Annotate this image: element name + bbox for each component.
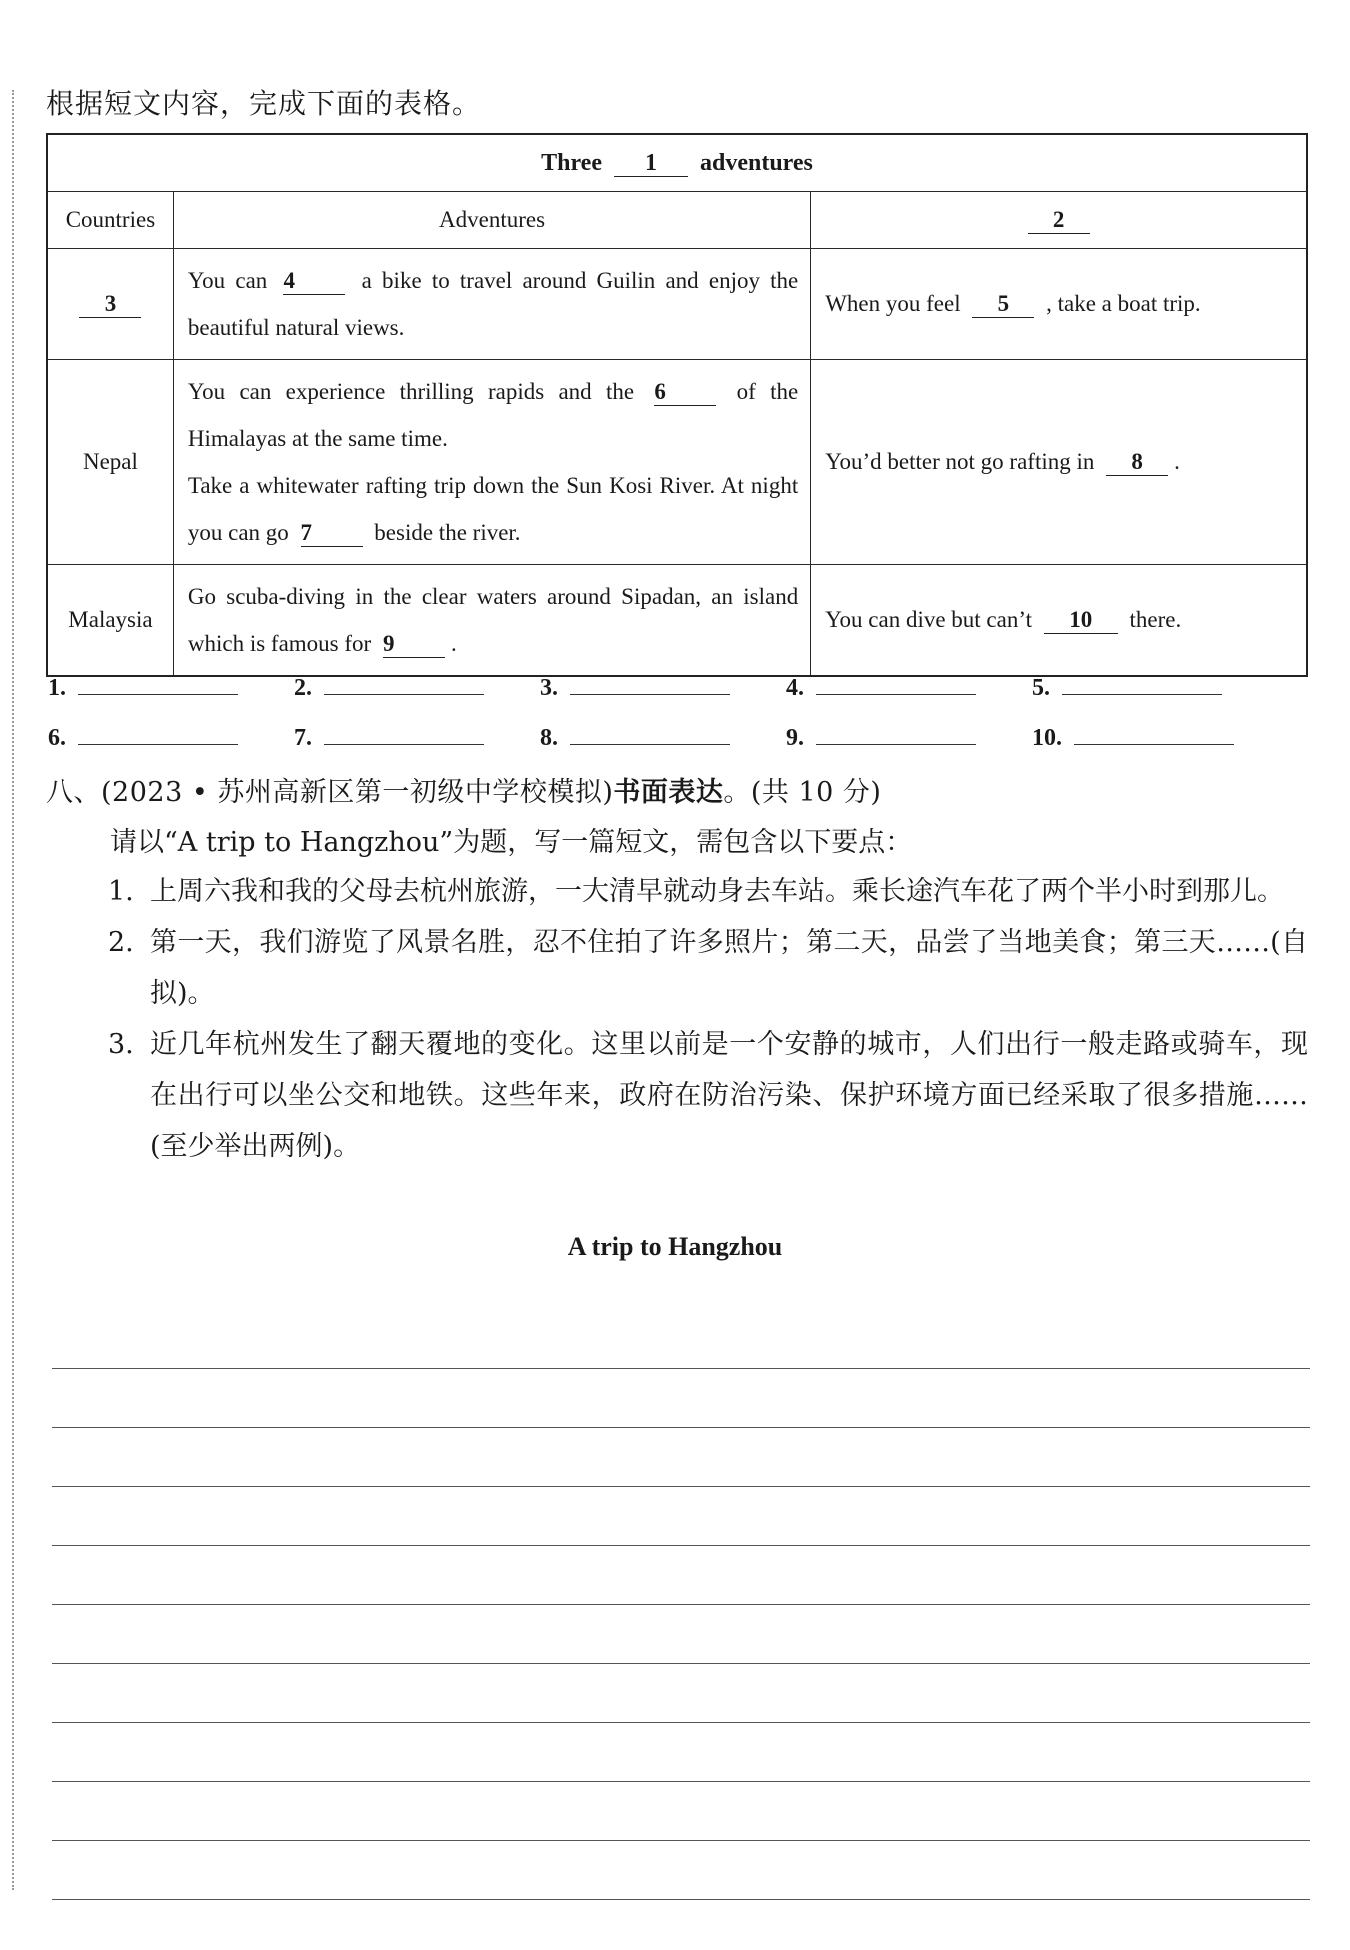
- answer-label: 10.: [1032, 725, 1062, 751]
- tip-text: .: [1174, 449, 1180, 474]
- blank-10[interactable]: 10: [1044, 607, 1118, 634]
- writing-line[interactable]: [52, 1782, 1310, 1841]
- list-item: [108, 917, 1308, 1019]
- answer-item: [786, 722, 976, 752]
- table-title-suffix: adventures: [699, 149, 813, 176]
- essay-title: A trip to Hangzhou: [567, 1232, 783, 1261]
- list-item: [108, 866, 1308, 917]
- answer-item: [1032, 672, 1222, 702]
- answer-item: [48, 672, 238, 702]
- answer-lines: [48, 672, 1308, 772]
- blank-9[interactable]: 9: [383, 631, 445, 658]
- header-tips: [811, 192, 1307, 249]
- answer-line[interactable]: [1074, 722, 1234, 745]
- answer-label: 3.: [540, 675, 558, 701]
- blank-4[interactable]: 4: [283, 268, 345, 295]
- answer-line[interactable]: [816, 722, 976, 745]
- writing-lines: [52, 1310, 1310, 1900]
- country-cell: Malaysia: [47, 565, 173, 677]
- answer-line[interactable]: [78, 672, 238, 695]
- adventure-text: You can experience thrilling rapids and the: [187, 379, 635, 404]
- writing-section-heading: [46, 770, 881, 809]
- writing-line[interactable]: [52, 1664, 1310, 1723]
- adventures-table: [46, 133, 1308, 677]
- table-title: [47, 134, 1307, 192]
- table-row: [47, 249, 1307, 360]
- answer-label: 4.: [786, 675, 804, 701]
- writing-line[interactable]: [52, 1605, 1310, 1664]
- table-title-prefix: Three: [541, 149, 602, 176]
- writing-line[interactable]: [52, 1841, 1310, 1900]
- blank-3[interactable]: 3: [79, 291, 141, 318]
- answer-line[interactable]: [1062, 672, 1222, 695]
- answer-line[interactable]: [324, 672, 484, 695]
- answer-line[interactable]: [816, 672, 976, 695]
- answer-item: [294, 672, 484, 702]
- writing-prompt: 请以“A trip to Hangzhou”为题，写一篇短文，需包含以下要点：: [110, 827, 913, 858]
- point-number: 1.: [108, 876, 134, 907]
- writing-line[interactable]: [52, 1723, 1310, 1782]
- adventure-text: beside the river.: [374, 520, 521, 545]
- answer-line[interactable]: [570, 722, 730, 745]
- answer-item: [48, 722, 238, 752]
- answer-label: 6.: [48, 725, 66, 751]
- answer-label: 8.: [540, 725, 558, 751]
- tip-text: You’d better not go rafting in: [825, 449, 1095, 474]
- blank-1[interactable]: 1: [614, 150, 688, 177]
- adventures-table-wrap: [46, 133, 1308, 677]
- adventure-text: Take a whitewater rafting trip down the Sun Kosi River. At night you can go: [187, 473, 799, 545]
- header-countries: Countries: [47, 192, 173, 249]
- point-number: 2.: [108, 927, 134, 958]
- tip-text: , take a boat trip.: [1046, 291, 1201, 316]
- tip-cell: [811, 249, 1307, 360]
- writing-points: [108, 866, 1308, 1172]
- section-source: (2023 • 苏州高新区第一初级中学校模拟): [101, 777, 614, 808]
- point-text: 上周六我和我的父母去杭州旅游，一大清早就动身去车站。乘长途汽车花了两个半小时到那儿。: [150, 876, 1284, 907]
- writing-line[interactable]: [52, 1487, 1310, 1546]
- answer-item: [540, 672, 730, 702]
- tip-text: there.: [1129, 607, 1182, 632]
- writing-line[interactable]: [52, 1369, 1310, 1428]
- writing-line[interactable]: [52, 1428, 1310, 1487]
- list-item: [108, 1019, 1308, 1172]
- country-cell: [47, 249, 173, 360]
- tip-text: When you feel: [825, 291, 961, 316]
- adventure-text: a bike to travel around Guilin and enjoy the beautiful natural views.: [187, 268, 799, 340]
- table-row: [47, 360, 1307, 565]
- blank-5[interactable]: 5: [972, 291, 1034, 318]
- answer-line[interactable]: [570, 672, 730, 695]
- adventure-cell: [173, 565, 810, 677]
- table-row: [47, 565, 1307, 677]
- tip-text: You can dive but can’t: [825, 607, 1032, 632]
- answer-label: 1.: [48, 675, 66, 701]
- section-number: 八、: [46, 777, 101, 808]
- section-score: 。(共 10 分): [723, 777, 882, 808]
- point-text: 第一天，我们游览了风景名胜，忍不住拍了许多照片；第二天，品尝了当地美食；第三天……(自拟)。: [150, 927, 1308, 1009]
- answer-label: 2.: [294, 675, 312, 701]
- answer-label: 7.: [294, 725, 312, 751]
- blank-6[interactable]: 6: [654, 379, 716, 406]
- binding-margin-dots: [12, 90, 14, 1890]
- adventure-text: of the Himalayas at the same time.: [187, 379, 799, 451]
- answer-item: [1032, 722, 1234, 752]
- tip-cell: [811, 565, 1307, 677]
- writing-line[interactable]: [52, 1310, 1310, 1369]
- answer-label: 5.: [1032, 675, 1050, 701]
- answer-item: [294, 722, 484, 752]
- table-instruction: 根据短文内容，完成下面的表格。: [46, 87, 482, 120]
- answer-row: [48, 722, 1308, 772]
- answer-line[interactable]: [78, 722, 238, 745]
- point-text: 近几年杭州发生了翻天覆地的变化。这里以前是一个安静的城市，人们出行一般走路或骑车，现在出行可以坐公交和地铁。这些年来，政府在防治污染、保护环境方面已经采取了很多措施……(至少举出两例)。: [150, 1029, 1308, 1162]
- blank-7[interactable]: 7: [301, 520, 363, 547]
- adventure-text: .: [450, 631, 457, 656]
- answer-item: [786, 672, 976, 702]
- adventure-cell: [173, 249, 810, 360]
- section-name: 书面表达: [613, 777, 724, 808]
- answer-line[interactable]: [324, 722, 484, 745]
- writing-line[interactable]: [52, 1546, 1310, 1605]
- header-adventures: Adventures: [173, 192, 810, 249]
- answer-item: [540, 722, 730, 752]
- answer-label: 9.: [786, 725, 804, 751]
- tip-cell: [811, 360, 1307, 565]
- blank-2[interactable]: 2: [1028, 207, 1090, 234]
- adventure-cell: [173, 360, 810, 565]
- adventure-text: Go scuba-diving in the clear waters around Sipadan, an island which is famous for: [187, 584, 799, 656]
- point-number: 3.: [108, 1029, 134, 1060]
- country-cell: Nepal: [47, 360, 173, 565]
- adventure-text: You can: [187, 268, 268, 293]
- blank-8[interactable]: 8: [1106, 449, 1168, 476]
- answer-row: [48, 672, 1308, 722]
